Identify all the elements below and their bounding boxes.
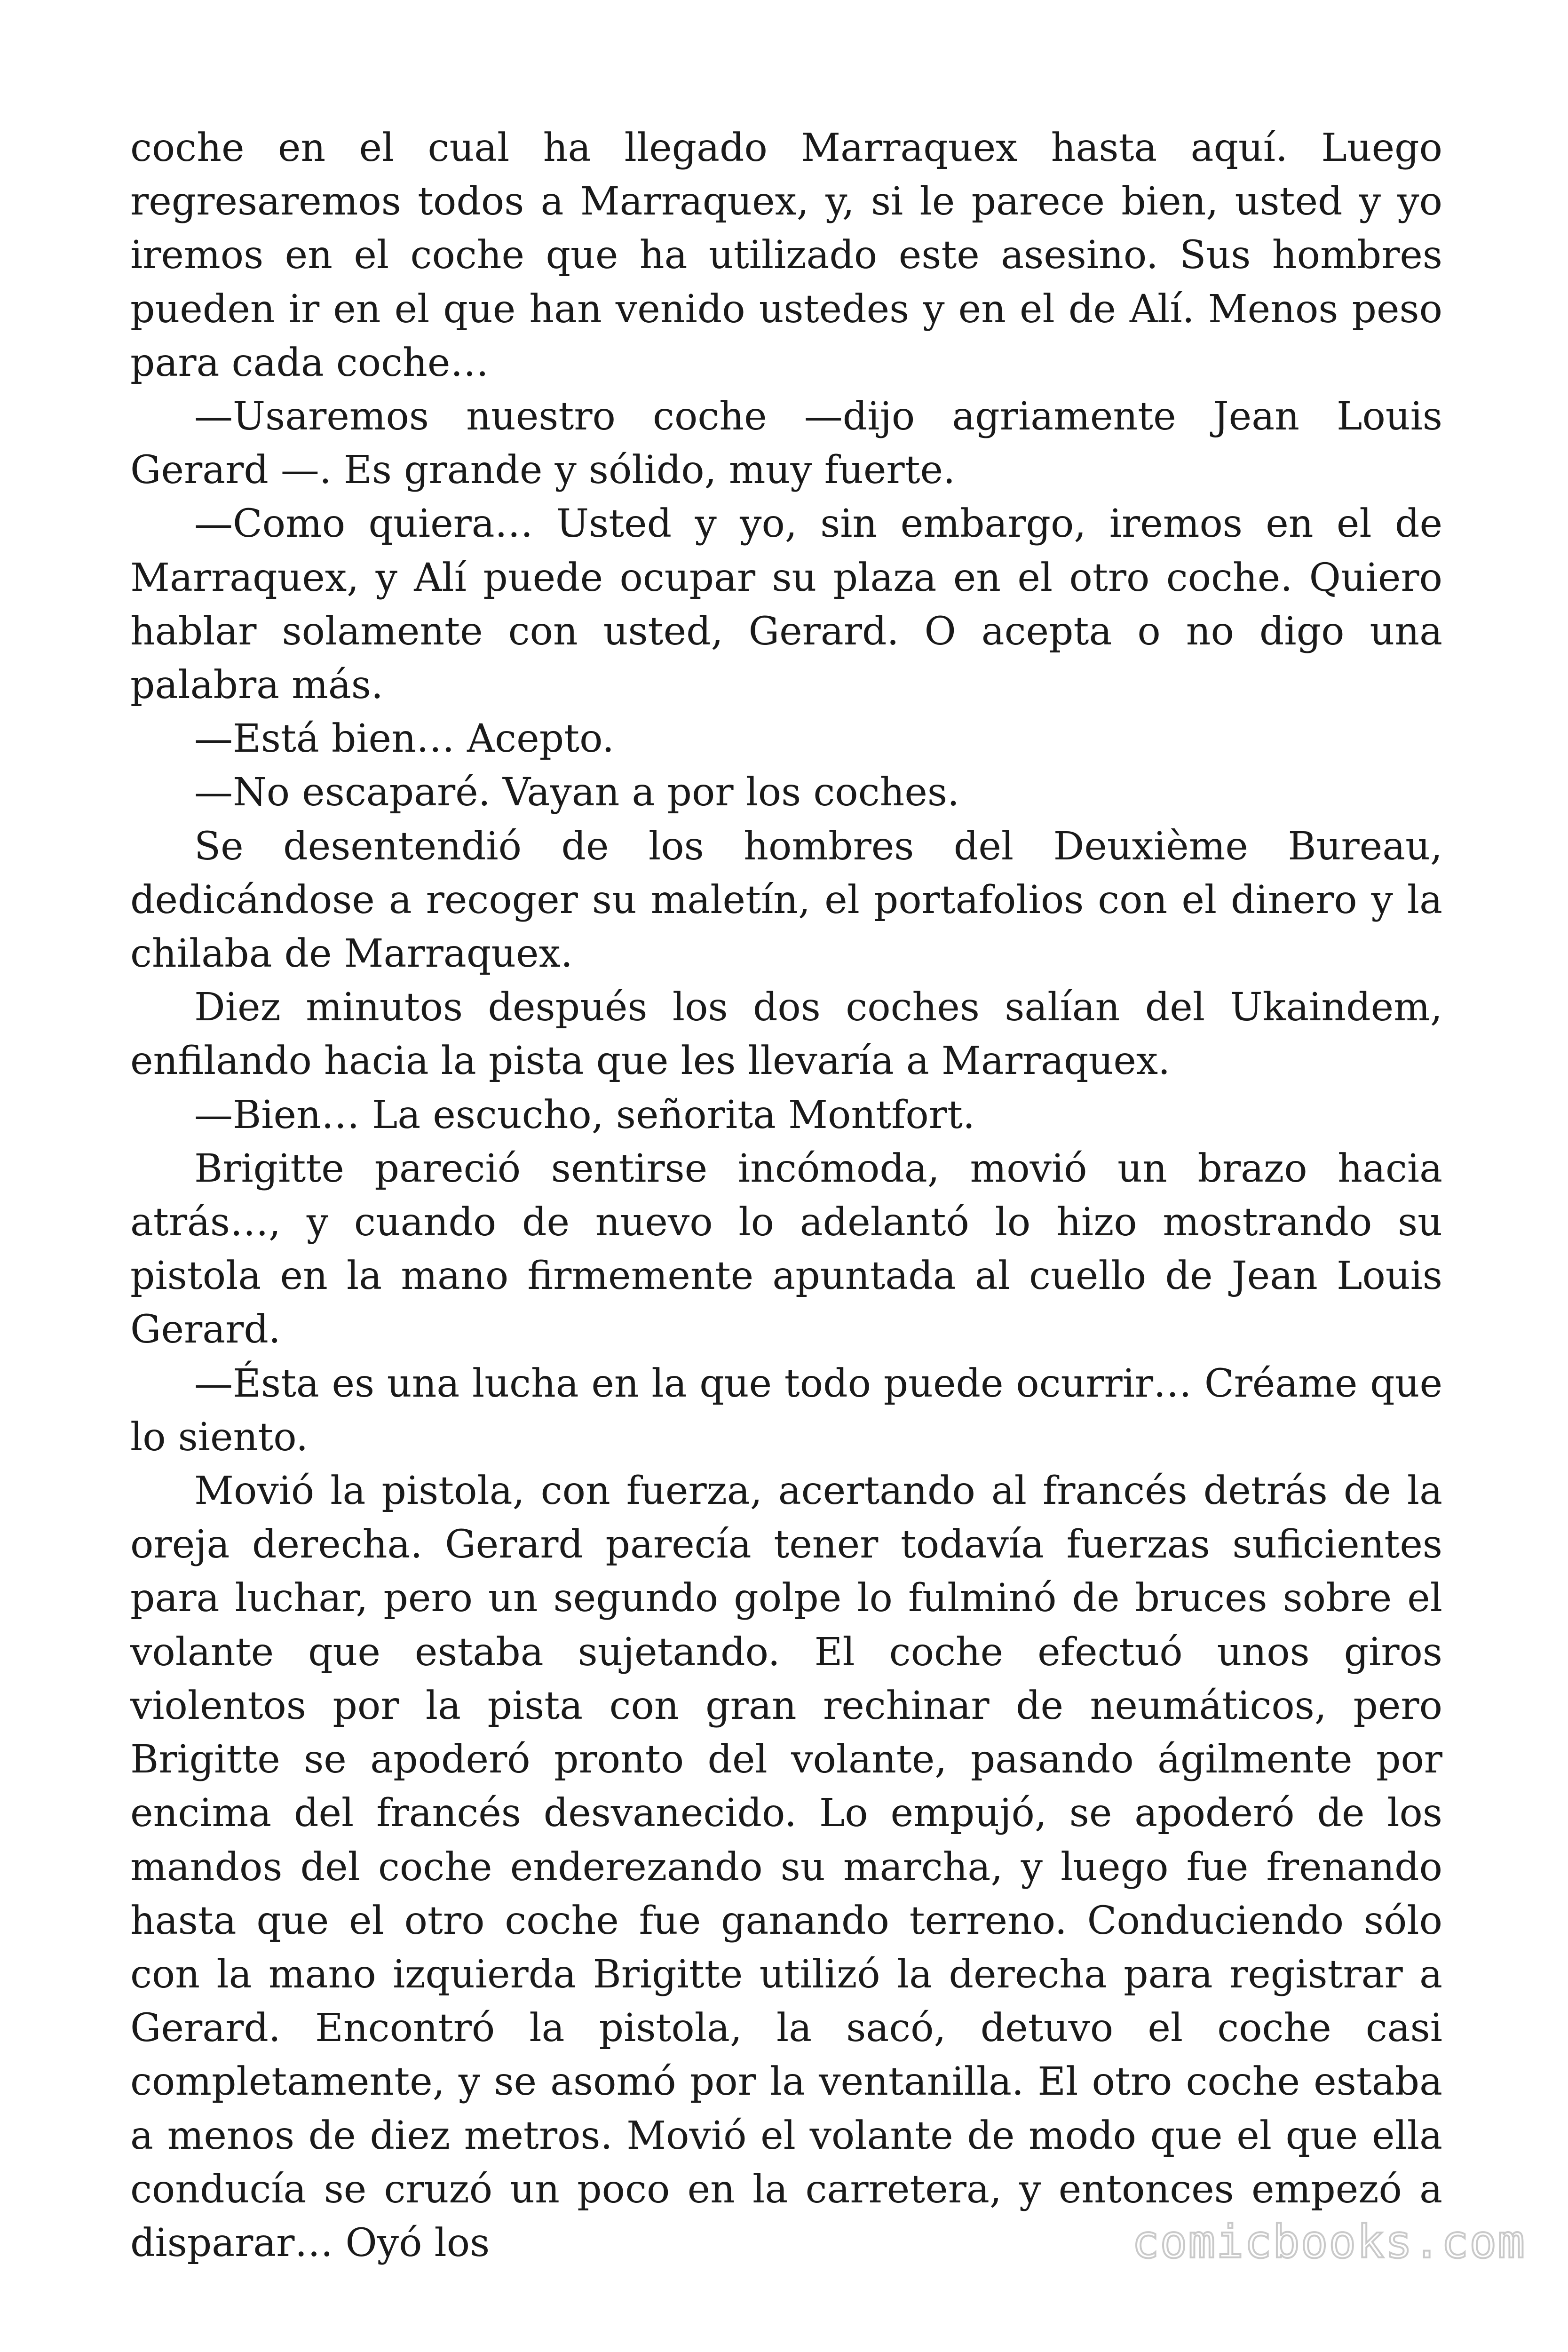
paragraph: —Como quiera… Usted y yo, sin embargo, iremos en el de Marraquex, y Alí puede ocupar su plaza en el otro coche. Quiero hablar solamente con usted, Gerard. O acepta o no digo una palabra más.	[130, 501, 1442, 708]
paragraph: —Ésta es una lucha en la que todo puede ocurrir… Créame que lo siento.	[130, 1361, 1442, 1460]
book-page-text	[130, 121, 1442, 2270]
paragraph: —No escaparé. Vayan a por los coches.	[194, 770, 960, 815]
paragraph: Se desentendió de los hombres del Deuxième Bureau, dedicándose a recoger su maletín, el portafolios con el dinero y la chilaba de Marraquex.	[130, 824, 1442, 977]
paragraph-last: Movió la pistola, con fuerza, acertando al francés detrás de la oreja derecha. Gerard parecía tener todavía fuerzas suficientes para luchar, pero un segundo golpe lo fulminó de bruces sobre el volante que estaba sujetando. El coche efectuó unos giros violentos por la pista con gran rechinar de neumáticos, pero Brigitte se apoderó pronto del volante, pasando ágilmente por encima del francés desvanecido. Lo empujó, se apoderó de los mandos del coche enderezando su marcha, y luego fue frenando hasta que el otro coche fue ganando terreno. Conduciendo sólo con la mano izquierda Brigitte utilizó la derecha para registrar a Gerard. Encontró la pistola, la sacó, detuvo el coche casi completamente, y se asomó por la ventanilla. El otro coche estaba a menos de diez metros. Movió el volante de modo que el que ella conducía se cruzó un poco en la carretera, y entonces empezó a disparar… Oyó los	[130, 1469, 1442, 2265]
paragraph: Brigitte pareció sentirse incómoda, movió un brazo hacia atrás…, y cuando de nuevo lo adelantó lo hizo mostrando su pistola en la mano firmemente apuntada al cuello de Jean Louis Gerard.	[130, 1146, 1442, 1352]
paragraph: —Usaremos nuestro coche —dijo agriamente Jean Louis Gerard —. Es grande y sólido, muy fuerte.	[130, 394, 1442, 493]
watermark-logo: comicbooks.com	[1132, 2216, 1526, 2268]
paragraph: —Está bien… Acepto.	[194, 716, 615, 762]
paragraph: coche en el cual ha llegado Marraquex hasta aquí. Luego regresaremos todos a Marraquex, y, si le parece bien, usted y yo iremos en el coche que ha utilizado este asesino. Sus hombres pueden ir en el que han venido ustedes y en el de Alí. Menos peso para cada coche…	[130, 126, 1442, 385]
paragraph: —Bien… La escucho, señorita Montfort.	[194, 1092, 975, 1137]
paragraph: Diez minutos después los dos coches salían del Ukaindem, enfilando hacia la pista que les llevaría a Marraquex.	[130, 985, 1442, 1084]
